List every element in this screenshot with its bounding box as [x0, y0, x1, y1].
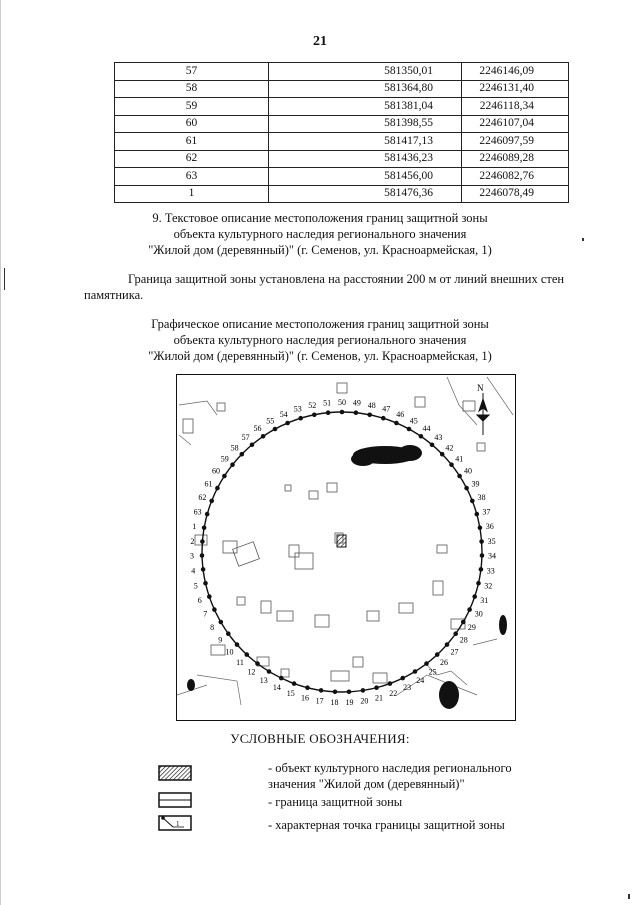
- legend-boundary-symbol: [158, 792, 192, 808]
- boundary-point: [472, 594, 477, 599]
- boundary-point-label: 31: [480, 595, 489, 605]
- boundary-point: [285, 421, 290, 426]
- boundary-point-label: 30: [474, 609, 483, 619]
- boundary-point-label: 36: [485, 522, 494, 531]
- boundary-point: [219, 620, 224, 625]
- boundary-point: [449, 462, 454, 467]
- boundary-point-label: 34: [488, 551, 496, 561]
- boundary-point-label: 1: [192, 522, 197, 531]
- y-coordinate-cell: 2246131,40: [462, 80, 569, 98]
- graphic-title-line1: Графическое описание местоположения границ защитной зоны: [151, 317, 489, 331]
- boundary-point: [394, 421, 399, 426]
- x-coordinate-cell: 581350,01: [269, 63, 462, 81]
- boundary-point: [440, 452, 445, 457]
- boundary-point-label: 15: [286, 689, 295, 698]
- boundary-point: [203, 581, 208, 586]
- boundary-point-label: 38: [477, 493, 486, 503]
- boundary-point-label: 26: [440, 658, 448, 667]
- boundary-point: [453, 631, 458, 636]
- boundary-point: [209, 499, 214, 504]
- boundary-point-label: 41: [455, 454, 464, 464]
- boundary-point-label: 24: [416, 676, 425, 685]
- boundary-point: [435, 652, 440, 657]
- boundary-point-label: 11: [236, 658, 244, 667]
- boundary-point: [407, 427, 412, 432]
- boundary-point-label: 29: [467, 623, 476, 632]
- coordinates-table: [114, 62, 569, 203]
- boundary-point-label: 47: [382, 404, 391, 414]
- x-coordinate-cell: 581456,00: [269, 168, 462, 186]
- boundary-point: [202, 525, 207, 530]
- boundary-point-label: 57: [241, 433, 250, 443]
- north-arrow-label: N: [477, 383, 484, 393]
- section-9-title-line3: "Жилой дом (деревянный)" (г. Семенов, ул. Красноармейская, 1): [148, 243, 492, 257]
- boundary-point-label: 32: [484, 581, 493, 591]
- legend-object-line1: - объект культурного наследия регионального: [268, 761, 512, 775]
- x-coordinate-cell: 581476,36: [269, 185, 462, 203]
- boundary-point: [419, 434, 424, 439]
- scan-margin-mark: [4, 268, 5, 290]
- boundary-point: [354, 410, 359, 415]
- boundary-point: [381, 416, 386, 421]
- boundary-point-label: 27: [450, 647, 459, 657]
- boundary-point: [467, 607, 472, 612]
- boundary-point-label: 37: [482, 507, 491, 517]
- boundary-point: [212, 607, 217, 612]
- boundary-point: [215, 486, 220, 491]
- section-9-title-line1: 9. Текстовое описание местоположения границ защитной зоны: [152, 211, 488, 225]
- boundary-point: [430, 443, 435, 448]
- boundary-point: [279, 676, 284, 681]
- boundary-point: [445, 642, 450, 647]
- boundary-point-label: 13: [259, 676, 268, 685]
- boundary-point-label: 12: [247, 667, 256, 677]
- boundary-point-label: 20: [360, 696, 369, 706]
- boundary-point-label: 52: [308, 401, 317, 410]
- boundary-point: [470, 499, 475, 504]
- zone-map: [176, 374, 516, 721]
- boundary-point: [326, 410, 331, 415]
- boundary-point-label: 17: [315, 696, 324, 706]
- boundary-point-label: 4: [191, 566, 196, 576]
- boundary-point: [298, 416, 303, 421]
- boundary-point-label: 7: [203, 609, 208, 619]
- north-arrow: [477, 393, 489, 435]
- boundary-point: [479, 567, 484, 572]
- legend-point-text: - характерная точка границы защитной зоны: [268, 818, 505, 832]
- boundary-point: [240, 452, 245, 457]
- y-coordinate-cell: 2246097,59: [462, 133, 569, 151]
- boundary-point: [374, 685, 379, 690]
- point-number-cell: 1: [115, 185, 269, 203]
- boundary-point: [461, 620, 466, 625]
- y-coordinate-cell: 2246089,28: [462, 150, 569, 168]
- boundary-point: [319, 688, 324, 693]
- boundary-point-label: 25: [428, 667, 437, 677]
- boundary-point: [340, 410, 345, 415]
- boundary-point-label: 5: [193, 581, 198, 591]
- boundary-point-label: 60: [212, 466, 220, 476]
- legend-heritage-symbol: [158, 765, 192, 781]
- y-coordinate-cell: 2246082,76: [462, 168, 569, 186]
- scan-noise: [187, 445, 507, 709]
- boundary-point: [201, 567, 206, 572]
- boundary-point: [305, 685, 310, 690]
- boundary-point-label: 42: [445, 443, 454, 453]
- table-row: [115, 98, 569, 116]
- legend-object-line2: значения "Жилой дом (деревянный)": [268, 777, 465, 791]
- boundary-point-label: 22: [389, 689, 398, 698]
- boundary-point: [457, 474, 462, 479]
- boundary-point-label: 51: [323, 398, 332, 408]
- boundary-point-label: 23: [403, 683, 412, 693]
- boundary-point: [400, 676, 405, 681]
- boundary-point-label: 50: [338, 398, 346, 407]
- boundary-point: [200, 539, 205, 544]
- boundary-point-label: 53: [293, 404, 302, 414]
- y-coordinate-cell: 2246146,09: [462, 63, 569, 81]
- x-coordinate-cell: 581364,80: [269, 80, 462, 98]
- table-row: [115, 150, 569, 168]
- point-number-cell: 63: [115, 168, 269, 186]
- boundary-point-label: 43: [434, 433, 443, 443]
- table-row: [115, 115, 569, 133]
- boundary-point-label: 59: [220, 454, 229, 464]
- boundary-paragraph-line2: памятника.: [84, 288, 144, 302]
- table-row: [115, 168, 569, 186]
- boundary-point: [267, 669, 272, 674]
- boundary-point: [478, 525, 483, 530]
- boundary-point-label: 8: [210, 623, 215, 632]
- boundary-point: [222, 474, 227, 479]
- boundary-point-label: 19: [345, 697, 354, 707]
- point-number-cell: 59: [115, 98, 269, 116]
- point-number-cell: 57: [115, 63, 269, 81]
- legend-title: УСЛОВНЫЕ ОБОЗНАЧЕНИЯ:: [230, 731, 410, 746]
- boundary-point: [464, 486, 469, 491]
- boundary-point: [250, 443, 255, 448]
- table-row: [115, 185, 569, 203]
- boundary-point: [226, 631, 231, 636]
- boundary-point-label: 61: [204, 479, 213, 489]
- scan-dot: [628, 894, 630, 899]
- boundary-point-label: 58: [230, 443, 239, 453]
- boundary-point: [475, 512, 480, 517]
- boundary-point: [413, 669, 418, 674]
- boundary-point-label: 48: [367, 401, 376, 410]
- y-coordinate-cell: 2246078,49: [462, 185, 569, 203]
- x-coordinate-cell: 581381,04: [269, 98, 462, 116]
- boundary-point: [312, 413, 317, 418]
- boundary-point-label: 10: [225, 647, 234, 657]
- boundary-point-label: 2: [190, 536, 195, 546]
- boundary-point-label: 9: [218, 635, 223, 645]
- boundary-point: [230, 462, 235, 467]
- boundary-point-label: 14: [272, 683, 281, 693]
- boundary-point: [479, 539, 484, 544]
- y-coordinate-cell: 2246107,04: [462, 115, 569, 133]
- heritage-object-marker: [337, 535, 346, 547]
- page-number: 21: [313, 34, 327, 49]
- boundary-point: [205, 512, 210, 517]
- boundary-point: [261, 434, 266, 439]
- boundary-point: [476, 581, 481, 586]
- boundary-point-label: 6: [197, 595, 202, 605]
- boundary-point: [235, 642, 240, 647]
- boundary-point: [361, 688, 366, 693]
- boundary-paragraph-line1: Граница защитной зоны установлена на расстоянии 200 м от линий внешних стен: [128, 272, 565, 286]
- y-coordinate-cell: 2246118,34: [462, 98, 569, 116]
- boundary-point: [424, 661, 429, 666]
- boundary-point: [200, 553, 205, 558]
- background-buildings: [183, 383, 485, 683]
- boundary-point-label: 49: [352, 398, 361, 408]
- table-row: [115, 80, 569, 98]
- boundary-point-label: 21: [375, 693, 383, 703]
- legend-point-symbol: [158, 815, 192, 831]
- legend-boundary-text: - граница защитной зоны: [268, 795, 403, 809]
- boundary-point-label: 62: [198, 493, 207, 503]
- boundary-point-label: 54: [279, 409, 288, 419]
- section-9-title-line2: объекта культурного наследия регионального значения: [173, 227, 467, 241]
- graphic-title-line3: "Жилой дом (деревянный)" (г. Семенов, ул. Красноармейская, 1): [148, 349, 492, 363]
- boundary-point: [255, 661, 260, 666]
- boundary-point-label: 45: [409, 416, 418, 426]
- boundary-point-label: 40: [464, 466, 472, 476]
- boundary-point-label: 63: [193, 507, 202, 517]
- boundary-point-label: 56: [253, 424, 262, 434]
- point-number-cell: 62: [115, 150, 269, 168]
- boundary-point-label: 46: [396, 409, 405, 419]
- boundary-point-label: 16: [301, 693, 309, 703]
- boundary-point: [273, 427, 278, 432]
- x-coordinate-cell: 581417,13: [269, 133, 462, 151]
- x-coordinate-cell: 581436,23: [269, 150, 462, 168]
- scan-dot: [582, 238, 584, 241]
- table-row: [115, 63, 569, 81]
- boundary-point-label: 55: [266, 416, 275, 426]
- boundary-point-label: 39: [471, 479, 480, 489]
- boundary-point: [333, 690, 338, 695]
- point-number-cell: 60: [115, 115, 269, 133]
- scan-edge-line: [0, 0, 1, 905]
- boundary-point-label: 18: [330, 697, 339, 707]
- boundary-point: [480, 553, 485, 558]
- x-coordinate-cell: 581398,55: [269, 115, 462, 133]
- boundary-point: [207, 594, 212, 599]
- boundary-point-label: 28: [459, 635, 468, 645]
- graphic-title-line2: объекта культурного наследия регионального значения: [173, 333, 467, 347]
- point-number-cell: 61: [115, 133, 269, 151]
- boundary-point-label: 35: [487, 536, 496, 546]
- boundary-point: [367, 413, 372, 418]
- boundary-point-label: 3: [190, 551, 194, 561]
- boundary-point: [292, 681, 297, 686]
- boundary-point-label: 33: [486, 566, 495, 576]
- legend-point-number: 1: [176, 820, 180, 828]
- boundary-point: [347, 690, 352, 695]
- point-number-cell: 58: [115, 80, 269, 98]
- boundary-point: [245, 652, 250, 657]
- boundary-point: [388, 681, 393, 686]
- boundary-paragraph: [84, 270, 580, 288]
- boundary-point-label: 44: [422, 424, 431, 434]
- table-row: [115, 133, 569, 151]
